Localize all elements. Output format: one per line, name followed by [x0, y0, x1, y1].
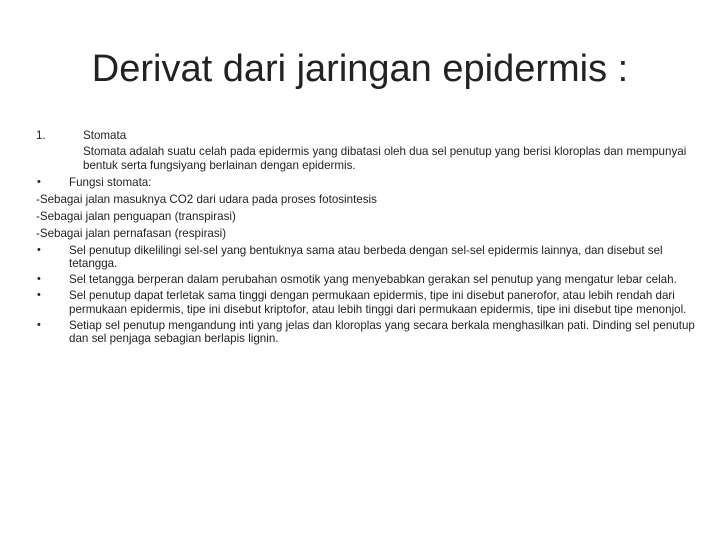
function-text: -Sebagai jalan pernafasan (respirasi): [36, 226, 227, 240]
bullet-text: Sel penutup dapat terletak sama tinggi dengan permukaan epidermis, tipe ini disebut panerofor, atau lebih rendah dari permukaan epidermis, tipe ini disebut kriptofor, atau lebih tinggi dari permukaan epidermis, tipe ini disebut tipe menonjol.: [69, 289, 687, 316]
bullet-item-kloroplas: [36, 319, 696, 346]
numbered-item-stomata: [36, 129, 696, 143]
function-item-respirasi: [36, 227, 696, 241]
function-item-transpirasi: [36, 210, 696, 224]
bullet-text: Setiap sel penutup mengandung inti yang jelas dan kloroplas yang secara berkala menghasilkan pati. Dinding sel penutup dan sel penjaga sebagian berlapis lignin.: [69, 318, 695, 345]
bullet-icon: •: [37, 289, 41, 301]
function-text: -Sebagai jalan masuknya CO2 dari udara pada proses fotosintesis: [36, 192, 377, 206]
stomata-definition: [36, 145, 696, 172]
definition-text: Stomata adalah suatu celah pada epidermis yang dibatasi oleh dua sel penutup yang berisi kloroplas dan mempunyai bentuk serta fungsiyang berlainan dengan epidermis.: [83, 145, 687, 172]
bullet-text: Sel tetangga berperan dalam perubahan osmotik yang menyebabkan gerakan sel penutup yang mengatur lebar celah.: [69, 273, 677, 286]
function-item-fotosintesis: [36, 193, 696, 207]
item-number: 1.: [36, 129, 46, 142]
bullet-item-osmotik: [36, 273, 696, 287]
bullet-item-fungsi: [36, 176, 696, 190]
slide-content: [36, 129, 696, 348]
bullet-icon: •: [37, 273, 41, 285]
bullet-text: Fungsi stomata:: [69, 175, 152, 189]
bullet-item-tipe-stomata: [36, 289, 696, 316]
bullet-icon: •: [37, 175, 41, 188]
bullet-text: Sel penutup dikelilingi sel-sel yang bentuknya sama atau berbeda dengan sel-sel epidermis lainnya, dan disebut sel tetangga.: [69, 243, 663, 270]
slide-title: Derivat dari jaringan epidermis :: [91, 48, 629, 90]
bullet-icon: •: [37, 318, 41, 331]
bullet-icon: •: [37, 243, 41, 256]
item-heading: Stomata: [83, 129, 127, 142]
bullet-item-sel-tetangga: [36, 244, 696, 271]
function-text: -Sebagai jalan penguapan (transpirasi): [36, 209, 236, 223]
